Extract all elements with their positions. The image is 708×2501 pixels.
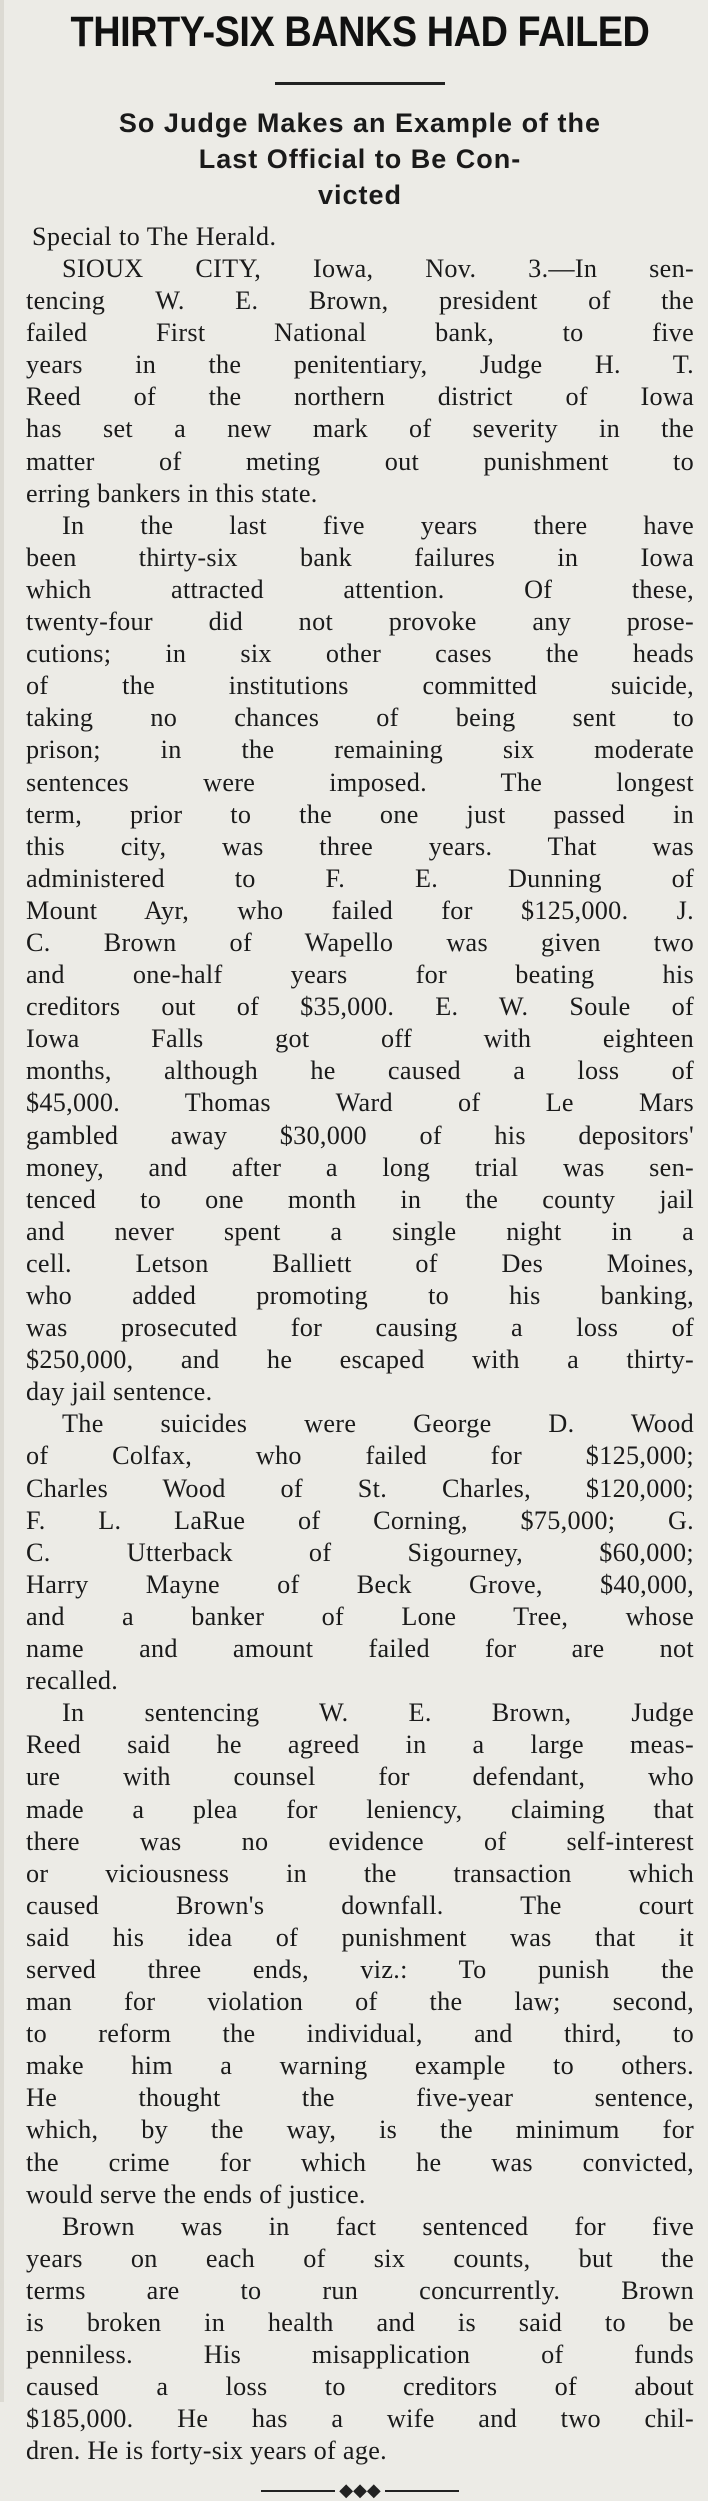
deck-line: victed — [317, 180, 403, 210]
article-line: cell. Letson Balliett of Des Moines, — [26, 1248, 694, 1278]
article-paragraph — [26, 253, 694, 510]
article-line: gambled away $30,000 of his depositors' — [26, 1120, 694, 1150]
article-line: caused a loss to creditors of about — [26, 2372, 694, 2402]
article-line: C. Brown of Wapello was given two — [26, 927, 694, 957]
article-line: In the last five years there have — [62, 510, 694, 540]
article-line: which attracted attention. Of these, — [26, 574, 694, 604]
end-rule-left — [261, 2490, 335, 2492]
article-line: who added promoting to his banking, — [26, 1281, 694, 1310]
article-line: penniless. His misapplication of funds — [26, 2340, 694, 2370]
article-line: terms are to run concurrently. Brown — [26, 2275, 694, 2305]
article-paragraph — [26, 2211, 694, 2468]
article-line: which, by the way, is the minimum for — [26, 2115, 694, 2145]
article-paragraph — [26, 1697, 694, 2211]
article-line: or viciousness in the transaction which — [26, 1858, 694, 1888]
article-line: failed First National bank, to five — [26, 318, 694, 348]
article-line: and one-half years for beating his — [26, 960, 694, 990]
article-line: recalled. — [26, 1666, 119, 1696]
article-line: Reed of the northern district of Iowa — [26, 382, 694, 412]
article-line: make him a warning example to others. — [26, 2051, 694, 2081]
article-line: Brown was in fact sentenced for five — [62, 2211, 694, 2241]
article-body — [26, 253, 694, 2467]
article-line: there was no evidence of self-interest — [26, 1826, 694, 1856]
article-line: creditors out of $35,000. E. W. Soule of — [26, 992, 694, 1022]
article-line: and a banker of Lone Tree, whose — [26, 1601, 694, 1631]
end-ornament: ◆◆◆ — [26, 2481, 694, 2501]
deck-line: So Judge Makes an Example of the — [118, 108, 602, 138]
article-line: to reform the individual, and third, to — [26, 2019, 694, 2049]
article-line: In sentencing W. E. Brown, Judge — [62, 1698, 694, 1728]
headline-rule — [275, 82, 445, 85]
article-line: has set a new mark of severity in the — [26, 414, 694, 444]
article-line: day jail sentence. — [26, 1377, 213, 1407]
article-line: caused Brown's downfall. The court — [26, 1890, 694, 1920]
article-line: ure with counsel for defendant, who — [26, 1762, 694, 1792]
article-line: sentences were imposed. The longest — [26, 767, 694, 797]
credit-line: Special to The Herald. — [32, 222, 277, 251]
article-line: years in the penitentiary, Judge H. T. — [26, 350, 694, 380]
article-line: tenced to one month in the county jail — [26, 1184, 694, 1214]
article-line: He thought the five-year sentence, — [26, 2083, 694, 2113]
article-line: F. L. LaRue of Corning, $75,000; G. — [26, 1505, 694, 1535]
article-line: administered to F. E. Dunning of — [26, 863, 694, 893]
article-line: would serve the ends of justice. — [26, 2179, 366, 2209]
article-line: this city, was three years. That was — [26, 831, 694, 861]
article-line: Reed said he agreed in a large meas- — [26, 1730, 694, 1760]
article-line: is broken in health and is said to be — [26, 2308, 694, 2337]
deck — [26, 105, 694, 213]
article-line: said his idea of punishment was that it — [26, 1922, 694, 1952]
article-line: erring bankers in this state. — [26, 478, 318, 508]
article-line: of Colfax, who failed for $125,000; — [26, 1441, 694, 1471]
article-line: cutions; in six other cases the heads — [26, 639, 694, 669]
article-line: been thirty-six bank failures in Iowa — [26, 542, 694, 572]
headline: THIRTY-SIX BANKS HAD FAILED — [70, 8, 650, 56]
article-line: of the institutions committed suicide, — [26, 671, 694, 701]
article-line: made a plea for leniency, claiming that — [26, 1794, 694, 1824]
article-line: dren. He is forty-six years of age. — [26, 2436, 388, 2466]
deck-line: Last Official to Be Con- — [198, 144, 522, 174]
article-line: Charles Wood of St. Charles, $120,000; — [26, 1473, 694, 1503]
article-line: Mount Ayr, who failed for $125,000. J. — [26, 895, 694, 925]
article-line: twenty-four did not provoke any prose- — [26, 607, 694, 637]
article-paragraph — [26, 1408, 694, 1697]
article-line: $45,000. Thomas Ward of Le Mars — [26, 1088, 694, 1118]
article-line: matter of meting out punishment to — [26, 446, 694, 476]
article-line: taking no chances of being sent to — [26, 703, 694, 733]
article-line: prison; in the remaining six moderate — [26, 735, 694, 765]
article-line: was prosecuted for causing a loss of — [26, 1313, 694, 1343]
article-line: name and amount failed for are not — [26, 1634, 694, 1664]
article-line: Harry Mayne of Beck Grove, $40,000, — [26, 1569, 694, 1599]
article-line: The suicides were George D. Wood — [62, 1409, 694, 1439]
article-line: $185,000. He has a wife and two chil- — [26, 2404, 694, 2434]
article-line: the crime for which he was convicted, — [26, 2147, 694, 2177]
article-line: term, prior to the one just passed in — [26, 799, 694, 829]
article-line: money, and after a long trial was sen- — [26, 1152, 694, 1182]
article-line: years on each of six counts, but the — [26, 2243, 694, 2273]
article-paragraph — [26, 510, 694, 1409]
article-line: and never spent a single night in a — [26, 1216, 694, 1246]
article-line: Iowa Falls got off with eighteen — [26, 1024, 694, 1054]
end-rule-right — [385, 2490, 459, 2492]
article-line: C. Utterback of Sigourney, $60,000; — [26, 1537, 694, 1567]
article-line: man for violation of the law; second, — [26, 1987, 694, 2017]
article-line: tencing W. E. Brown, president of the — [26, 286, 694, 316]
article-line: months, although he caused a loss of — [26, 1056, 694, 1086]
article-line: served three ends, viz.: To punish the — [26, 1954, 694, 1984]
article-line: $250,000, and he escaped with a thirty- — [26, 1345, 694, 1375]
article-line: SIOUX CITY, Iowa, Nov. 3.—In sen- — [62, 254, 694, 283]
